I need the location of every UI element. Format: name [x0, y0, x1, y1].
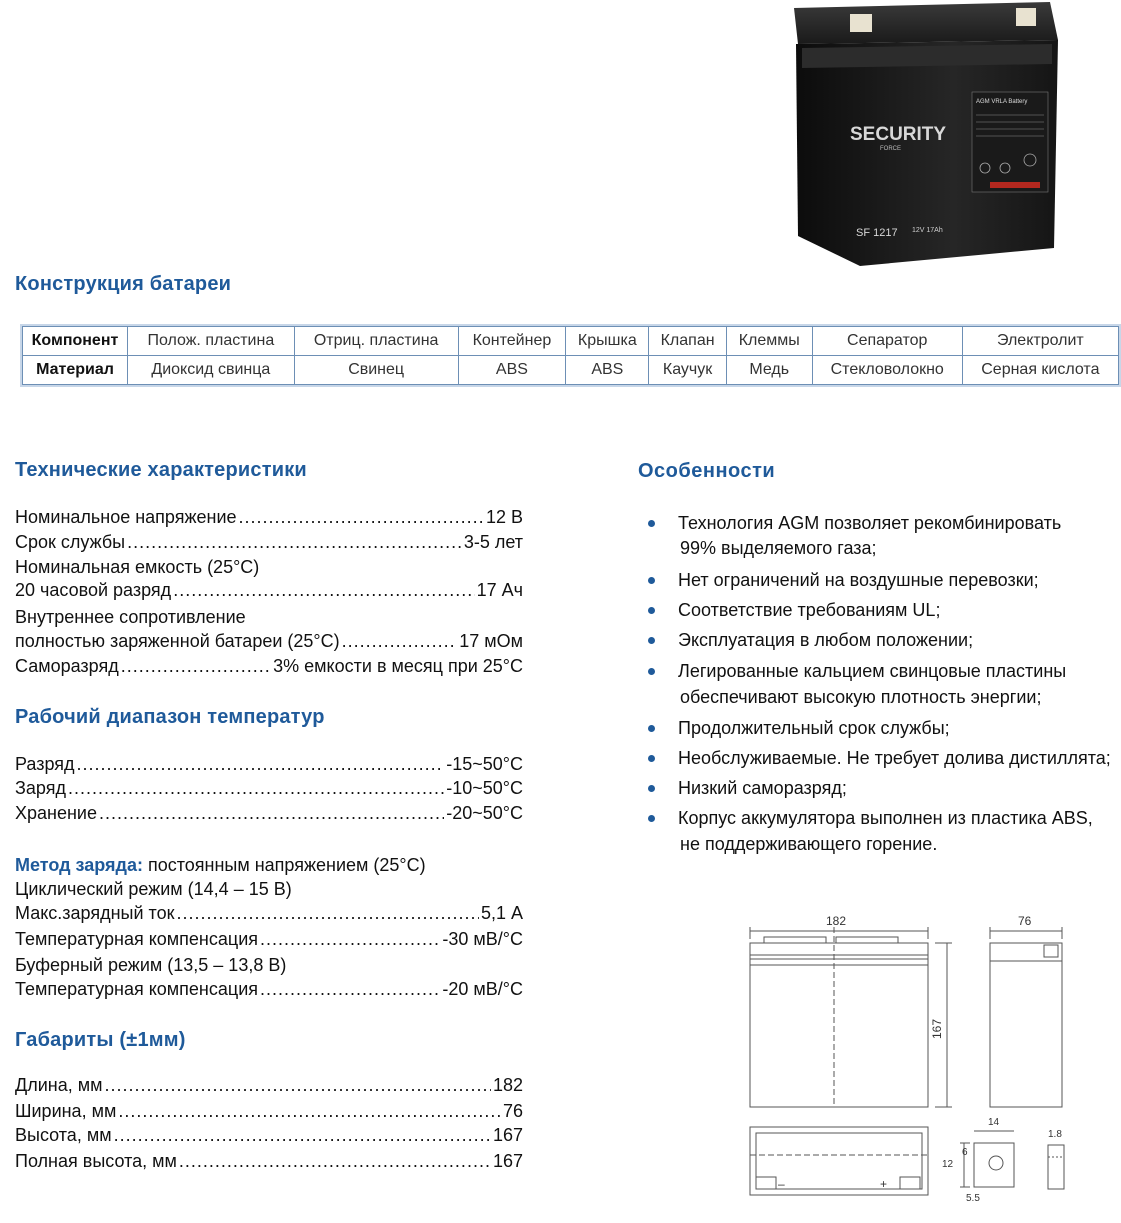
- spec-capacity-heading: Номинальная емкость (25°С): [15, 557, 260, 577]
- spec-capacity-20h: [15, 580, 523, 605]
- feature-text: Нет ограничений на воздушные перевозки;: [678, 570, 1039, 590]
- drawing-terminal-height: 12: [942, 1159, 954, 1170]
- feature-text: Соответствие требованиям UL;: [678, 600, 941, 620]
- bullet-icon: [648, 755, 655, 762]
- bullet-icon: [648, 725, 655, 732]
- bullet-icon: [648, 815, 655, 822]
- charge-method: [15, 855, 426, 876]
- battery-brand: SECURITY: [850, 124, 947, 145]
- spec-label: Саморазряд: [15, 656, 119, 676]
- spec-value: 167: [492, 1151, 523, 1171]
- spec-label: Номинальное напряжение: [15, 507, 237, 527]
- drawing-length: 182: [826, 914, 847, 928]
- spec-label: Ширина, мм: [15, 1101, 117, 1121]
- dot-leader: [104, 1075, 491, 1096]
- construction-title: Конструкция батареи: [15, 273, 232, 295]
- feature-text: обеспечивают высокую плотность энергии;: [680, 687, 1042, 707]
- spec-label: 20 часовой разряд: [15, 580, 172, 600]
- spec-label: Хранение: [15, 803, 97, 823]
- spec-value: 12 В: [485, 507, 523, 527]
- construction-table: [22, 326, 1119, 385]
- spec-resistance: [15, 631, 523, 656]
- dim-width: [15, 1101, 523, 1126]
- spec-resistance-heading: Внутреннее сопротивление: [15, 607, 246, 627]
- dot-leader: [260, 929, 440, 950]
- spec-label: Высота, мм: [15, 1125, 112, 1145]
- row-header-material: Материал: [23, 356, 128, 385]
- spec-label: полностью заряженной батареи (25°С): [15, 631, 340, 651]
- spec-value: -20 мВ/°С: [442, 979, 523, 999]
- bullet-icon: [648, 520, 655, 527]
- dimensions-title: Габариты (±1мм): [15, 1029, 186, 1051]
- charge-max-current: [15, 903, 523, 928]
- dimension-drawing: [740, 905, 1120, 1215]
- spec-label: Полная высота, мм: [15, 1151, 177, 1171]
- dim-length: [15, 1075, 523, 1100]
- drawing-height: 167: [930, 1018, 944, 1039]
- dot-leader: [127, 532, 462, 553]
- battery-photo: [790, 0, 1060, 268]
- spec-value: 17 мОм: [459, 631, 523, 651]
- spec-label: Длина, мм: [15, 1075, 103, 1095]
- drawing-terminal-width: 14: [988, 1117, 1000, 1128]
- feature-text: Низкий саморазряд;: [678, 778, 847, 798]
- feature-text: Легированные кальцием свинцовые пластины: [678, 661, 1067, 681]
- dot-leader: [114, 1125, 491, 1146]
- drawing-terminal-hole: 6: [962, 1147, 968, 1158]
- table-cell: Каучук: [649, 356, 726, 385]
- spec-label: Разряд: [15, 754, 75, 774]
- spec-value: 3-5 лет: [463, 532, 523, 552]
- charge-temp-comp-1: [15, 929, 523, 954]
- spec-value: -10~50°С: [446, 778, 523, 798]
- temp-discharge: [15, 754, 523, 779]
- spec-value: 182: [492, 1075, 523, 1095]
- dot-leader: [68, 778, 444, 799]
- spec-label: Температурная компенсация: [15, 929, 258, 949]
- table-cell: ABS: [458, 356, 566, 385]
- spec-value: -30 мВ/°С: [442, 929, 523, 949]
- table-cell: Стекловолокно: [812, 356, 962, 385]
- table-cell: Полож. пластина: [128, 327, 295, 356]
- spec-label: Температурная компенсация: [15, 979, 258, 999]
- table-cell: Диоксид свинца: [128, 356, 295, 385]
- dot-leader: [118, 1101, 501, 1122]
- table-cell: Электролит: [962, 327, 1118, 356]
- table-cell: ABS: [566, 356, 649, 385]
- feature-text: Продолжительный срок службы;: [678, 718, 950, 738]
- spec-label: Макс.зарядный ток: [15, 903, 175, 923]
- table-cell: Крышка: [566, 327, 649, 356]
- bullet-icon: [648, 577, 655, 584]
- bullet-icon: [648, 607, 655, 614]
- battery-brand-sub: FORCE: [880, 146, 901, 152]
- bullet-icon: [648, 637, 655, 644]
- dot-leader: [342, 631, 458, 652]
- spec-label: Срок службы: [15, 532, 126, 552]
- spec-self-discharge: [15, 656, 523, 681]
- temp-charge: [15, 778, 523, 803]
- table-cell: Отриц. пластина: [294, 327, 458, 356]
- feature-text: Технология AGM позволяет рекомбинировать: [678, 513, 1062, 533]
- table-cell: Сепаратор: [812, 327, 962, 356]
- feature-text: Корпус аккумулятора выполнен из пластика ABS,: [678, 808, 1093, 828]
- battery-label-title: AGM VRLA Battery: [976, 99, 1028, 105]
- dim-height: [15, 1125, 523, 1150]
- drawing-width: 76: [1018, 914, 1032, 928]
- dot-leader: [77, 754, 445, 775]
- drawing-terminal-thickness: 1.8: [1048, 1129, 1062, 1140]
- table-cell: Медь: [726, 356, 812, 385]
- features-title: Особенности: [638, 460, 776, 482]
- dot-leader: [121, 656, 271, 677]
- drawing-terminal-offset: 5.5: [966, 1193, 980, 1204]
- table-cell: Контейнер: [458, 327, 566, 356]
- spec-value: -15~50°С: [446, 754, 523, 774]
- charge-method-key: Метод заряда:: [15, 855, 143, 875]
- feature-text: Необслуживаемые. Не требует долива дистиллята;: [678, 748, 1111, 768]
- charge-temp-comp-2: [15, 979, 523, 1004]
- table-row: [23, 327, 1119, 356]
- dot-leader: [99, 803, 444, 824]
- spec-value: -20~50°С: [446, 803, 523, 823]
- spec-value: 5,1 А: [480, 903, 523, 923]
- dim-total-height: [15, 1151, 523, 1176]
- dot-leader: [239, 507, 484, 528]
- feature-text: не поддерживающего горение.: [680, 834, 938, 854]
- spec-value: 167: [492, 1125, 523, 1145]
- bullet-icon: [648, 668, 655, 675]
- dot-leader: [179, 1151, 491, 1172]
- row-header-component: Компонент: [23, 327, 128, 356]
- spec-nominal-voltage: [15, 507, 523, 532]
- charge-method-value: постоянным напряжением (25°С): [147, 855, 426, 875]
- table-cell: Серная кислота: [962, 356, 1118, 385]
- dot-leader: [260, 979, 440, 1000]
- table-cell: Свинец: [294, 356, 458, 385]
- battery-model: SF 1217: [856, 227, 898, 239]
- bullet-icon: [648, 785, 655, 792]
- battery-rating: 12V 17Ah: [912, 227, 943, 234]
- cyclic-mode: Циклический режим (14,4 – 15 В): [15, 879, 292, 899]
- dot-leader: [173, 580, 474, 601]
- table-cell: Клеммы: [726, 327, 812, 356]
- spec-value: 3% емкости в месяц при 25°С: [273, 656, 523, 676]
- tech-title: Технические характеристики: [15, 459, 307, 481]
- table-cell: Клапан: [649, 327, 726, 356]
- feature-text: 99% выделяемого газа;: [680, 538, 877, 558]
- spec-label: Заряд: [15, 778, 66, 798]
- buffer-mode: Буферный режим (13,5 – 13,8 В): [15, 955, 287, 975]
- spec-service-life: [15, 532, 523, 557]
- table-row: [23, 356, 1119, 385]
- dot-leader: [176, 903, 479, 924]
- plus-icon: +: [880, 1177, 888, 1191]
- temp-storage: [15, 803, 523, 828]
- spec-value: 17 Ач: [476, 580, 523, 600]
- spec-value: 76: [502, 1101, 523, 1121]
- feature-text: Эксплуатация в любом положении;: [678, 630, 974, 650]
- temperature-title: Рабочий диапазон температур: [15, 706, 325, 728]
- minus-icon: –: [778, 1177, 785, 1191]
